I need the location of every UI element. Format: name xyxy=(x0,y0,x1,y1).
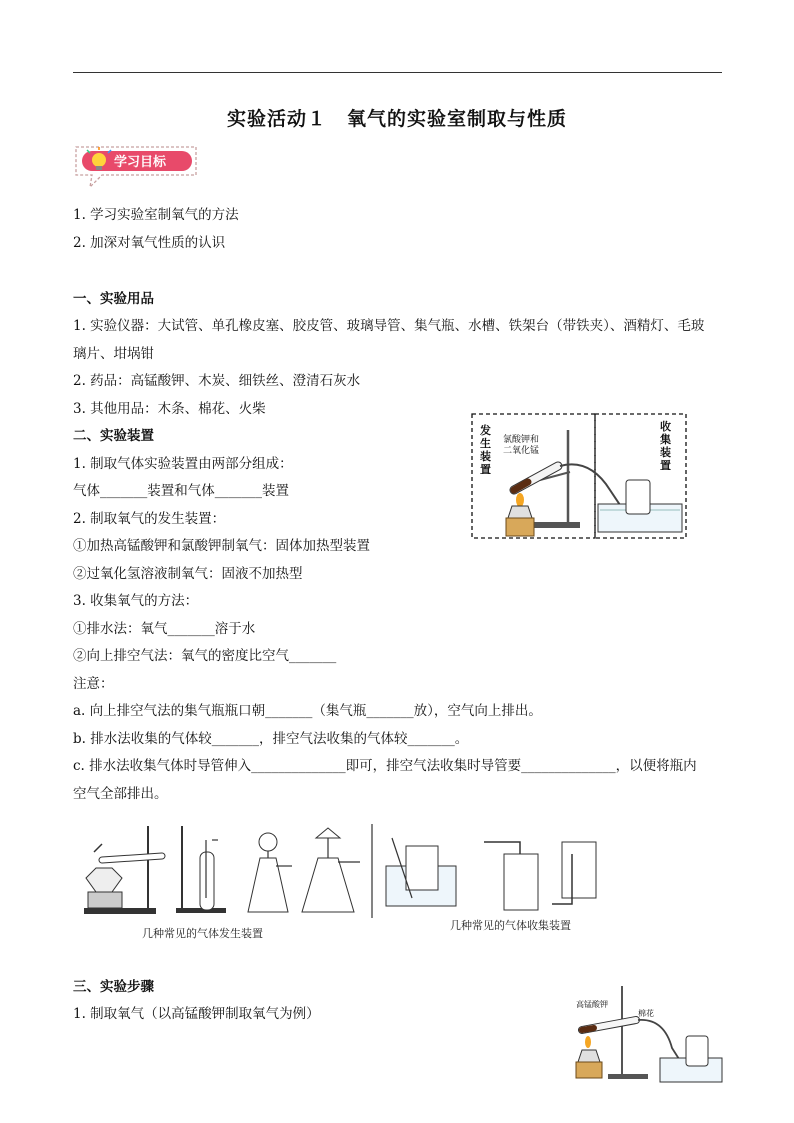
kmno4-label: 高锰酸钾 xyxy=(576,1000,608,1009)
steps-line-1: 1. 制取氧气（以高锰酸钾制取氧气为例） xyxy=(73,1006,320,1022)
section-heading-apparatus: 二、实验装置 xyxy=(73,428,154,444)
apparatus-line-1: 1. 制取气体实验装置由两部分组成： xyxy=(73,456,293,472)
solid-heating-apparatus xyxy=(84,826,162,914)
note-c-line-2: 空气全部排出。 xyxy=(73,786,168,802)
generation-label: 发生装置 xyxy=(480,424,491,476)
chemical-label-1: 氯酸钾和 xyxy=(503,435,540,445)
water-displacement-apparatus xyxy=(386,838,456,906)
goal-2: 2. 加深对氧气性质的认识 xyxy=(73,235,226,251)
page-title: 实验活动１ 氧气的实验室制取与性质 xyxy=(226,108,567,130)
apparatus-diagram xyxy=(470,410,688,540)
test-tube-apparatus xyxy=(176,826,226,913)
apparatus-line-7: ①排水法：氧气_______溶于水 xyxy=(73,621,256,637)
section-heading-steps: 三、实验步骤 xyxy=(73,979,154,995)
generation-caption: 几种常见的气体发生装置 xyxy=(142,927,263,940)
goal-1: 1. 学习实验室制氧气的方法 xyxy=(73,207,239,223)
badge-label: 学习目标 xyxy=(114,155,167,170)
apparatus-line-3: 2. 制取氧气的发生装置： xyxy=(73,511,226,527)
apparatus-line-5: ②过氧化氢溶液制氧气：固液不加热型 xyxy=(73,566,303,582)
instruments-line-1: 1. 实验仪器：大试管、单孔橡皮塞、胶皮管、玻璃导管、集气瓶、水槽、铁架台（带铁夹）、酒精灯、毛玻 xyxy=(73,318,705,334)
upward-air-displacement-apparatus xyxy=(484,842,538,910)
apparatus-line-4: ①加热高锰酸钾和氯酸钾制氧气：固体加热型装置 xyxy=(73,538,370,554)
separatory-funnel-apparatus xyxy=(302,828,360,912)
reagents-line: 2. 药品：高锰酸钾、木炭、细铁丝、澄清石灰水 xyxy=(73,373,361,389)
instruments-line-2: 璃片、坩埚钳 xyxy=(73,346,154,362)
downward-air-displacement-apparatus xyxy=(552,842,596,904)
apparatus-line-6: 3. 收集氧气的方法： xyxy=(73,593,199,609)
conical-flask-funnel-apparatus xyxy=(248,833,292,912)
section-heading-materials: 一、实验用品 xyxy=(73,291,154,307)
cotton-label: 棉花 xyxy=(638,1009,654,1018)
apparatus-row-diagram xyxy=(72,818,612,922)
notes-label: 注意： xyxy=(73,676,114,692)
apparatus-line-2: 气体_______装置和气体_______装置 xyxy=(73,483,289,499)
collection-label: 收集装置 xyxy=(660,420,671,472)
kmno4-apparatus-diagram xyxy=(568,978,724,1090)
note-a: a. 向上排空气法的集气瓶瓶口朝_______（集气瓶_______放），空气向上排出。 xyxy=(73,703,542,719)
other-items-line: 3. 其他用品：木条、棉花、火柴 xyxy=(73,401,266,417)
note-c-line-1: c. 排水法收集气体时导管伸入______________即可，排空气法收集时导管要______________，以便将瓶内 xyxy=(73,758,697,774)
chemical-label-2: 二氧化锰 xyxy=(503,446,540,456)
apparatus-line-8: ②向上排空气法：氧气的密度比空气_______ xyxy=(73,648,337,664)
note-b: b. 排水法收集的气体较_______，排空气法收集的气体较_______。 xyxy=(73,731,469,747)
header-rule xyxy=(73,72,722,73)
collection-caption: 几种常见的气体收集装置 xyxy=(450,919,571,932)
learning-goals-badge xyxy=(72,141,200,191)
